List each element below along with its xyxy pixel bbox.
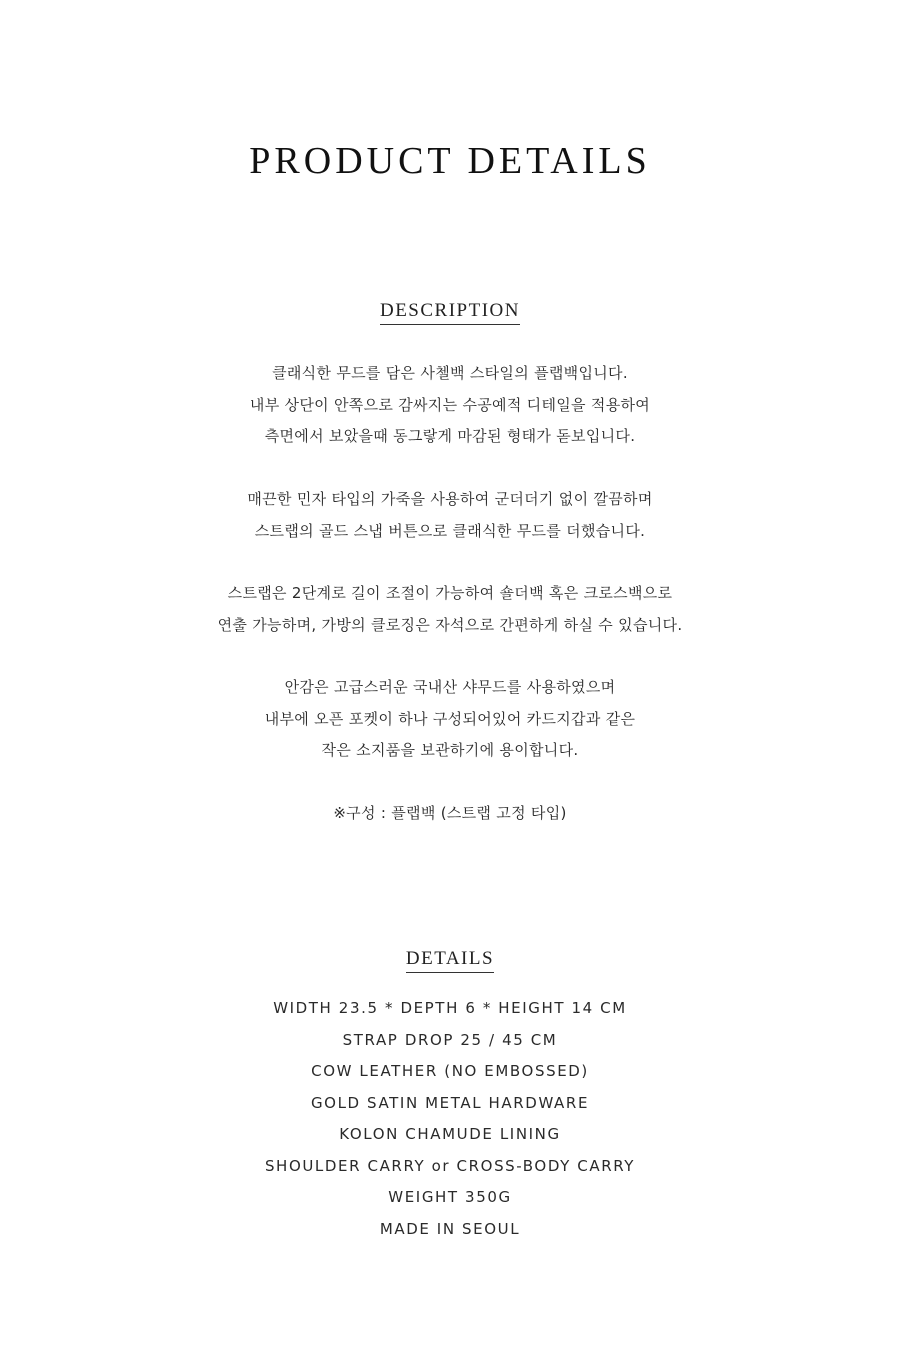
details-item-origin: MADE IN SEOUL (379, 1219, 521, 1238)
details-heading (0, 944, 900, 973)
description-line: 스트랩의 골드 스냅 버튼으로 클래식한 무드를 더했습니다. (254, 521, 646, 540)
details-item-carry: SHOULDER CARRY or CROSS-BODY CARRY (264, 1156, 636, 1175)
description-heading-text: DESCRIPTION (380, 300, 520, 325)
description-line: 작은 소지품을 보관하기에 용이합니다. (321, 741, 579, 759)
details-item-hardware: GOLD SATIN METAL HARDWARE (310, 1093, 590, 1112)
description-paragraph-4 (0, 672, 900, 767)
description-line: 내부 상단이 안쪽으로 감싸지는 수공예적 디테일을 적용하여 (249, 395, 651, 414)
description-paragraph-2 (0, 484, 900, 547)
description-heading (0, 296, 900, 325)
page-title: PRODUCT DETAILS (249, 140, 651, 182)
description-line: 클래식한 무드를 담은 사첼백 스타일의 플랩백입니다. (272, 364, 628, 382)
description-line: 연출 가능하며, 가방의 클로징은 자석으로 간편하게 하실 수 있습니다. (217, 615, 683, 634)
details-item-dimensions: WIDTH 23.5 * DEPTH 6 * HEIGHT 14 CM (273, 999, 627, 1017)
composition-line: ※구성 : 플랩백 (스트랩 고정 타입) (333, 804, 567, 822)
description-paragraph-3 (0, 578, 900, 641)
description-paragraph-1 (0, 358, 900, 453)
description-line: 측면에서 보았을때 동그랗게 마감된 형태가 돋보입니다. (264, 427, 636, 445)
details-heading-text: DETAILS (406, 948, 494, 973)
composition-note (0, 798, 900, 830)
details-item-lining: KOLON CHAMUDE LINING (339, 1125, 561, 1143)
details-list (0, 993, 900, 1245)
description-line: 안감은 고급스러운 국내산 샤무드를 사용하였으며 (284, 678, 616, 696)
details-item-weight: WEIGHT 350G (388, 1188, 512, 1206)
description-line: 내부에 오픈 포켓이 하나 구성되어있어 카드지갑과 같은 (264, 709, 636, 728)
description-line: 매끈한 민자 타입의 가죽을 사용하여 군더더기 없이 깔끔하며 (247, 490, 653, 508)
details-item-material: COW LEATHER (NO EMBOSSED) (311, 1062, 589, 1080)
description-line: 스트랩은 2단계로 길이 조절이 가능하여 숄더백 혹은 크로스백으로 (227, 584, 673, 602)
details-item-strap-drop: STRAP DROP 25 / 45 CM (342, 1030, 558, 1049)
